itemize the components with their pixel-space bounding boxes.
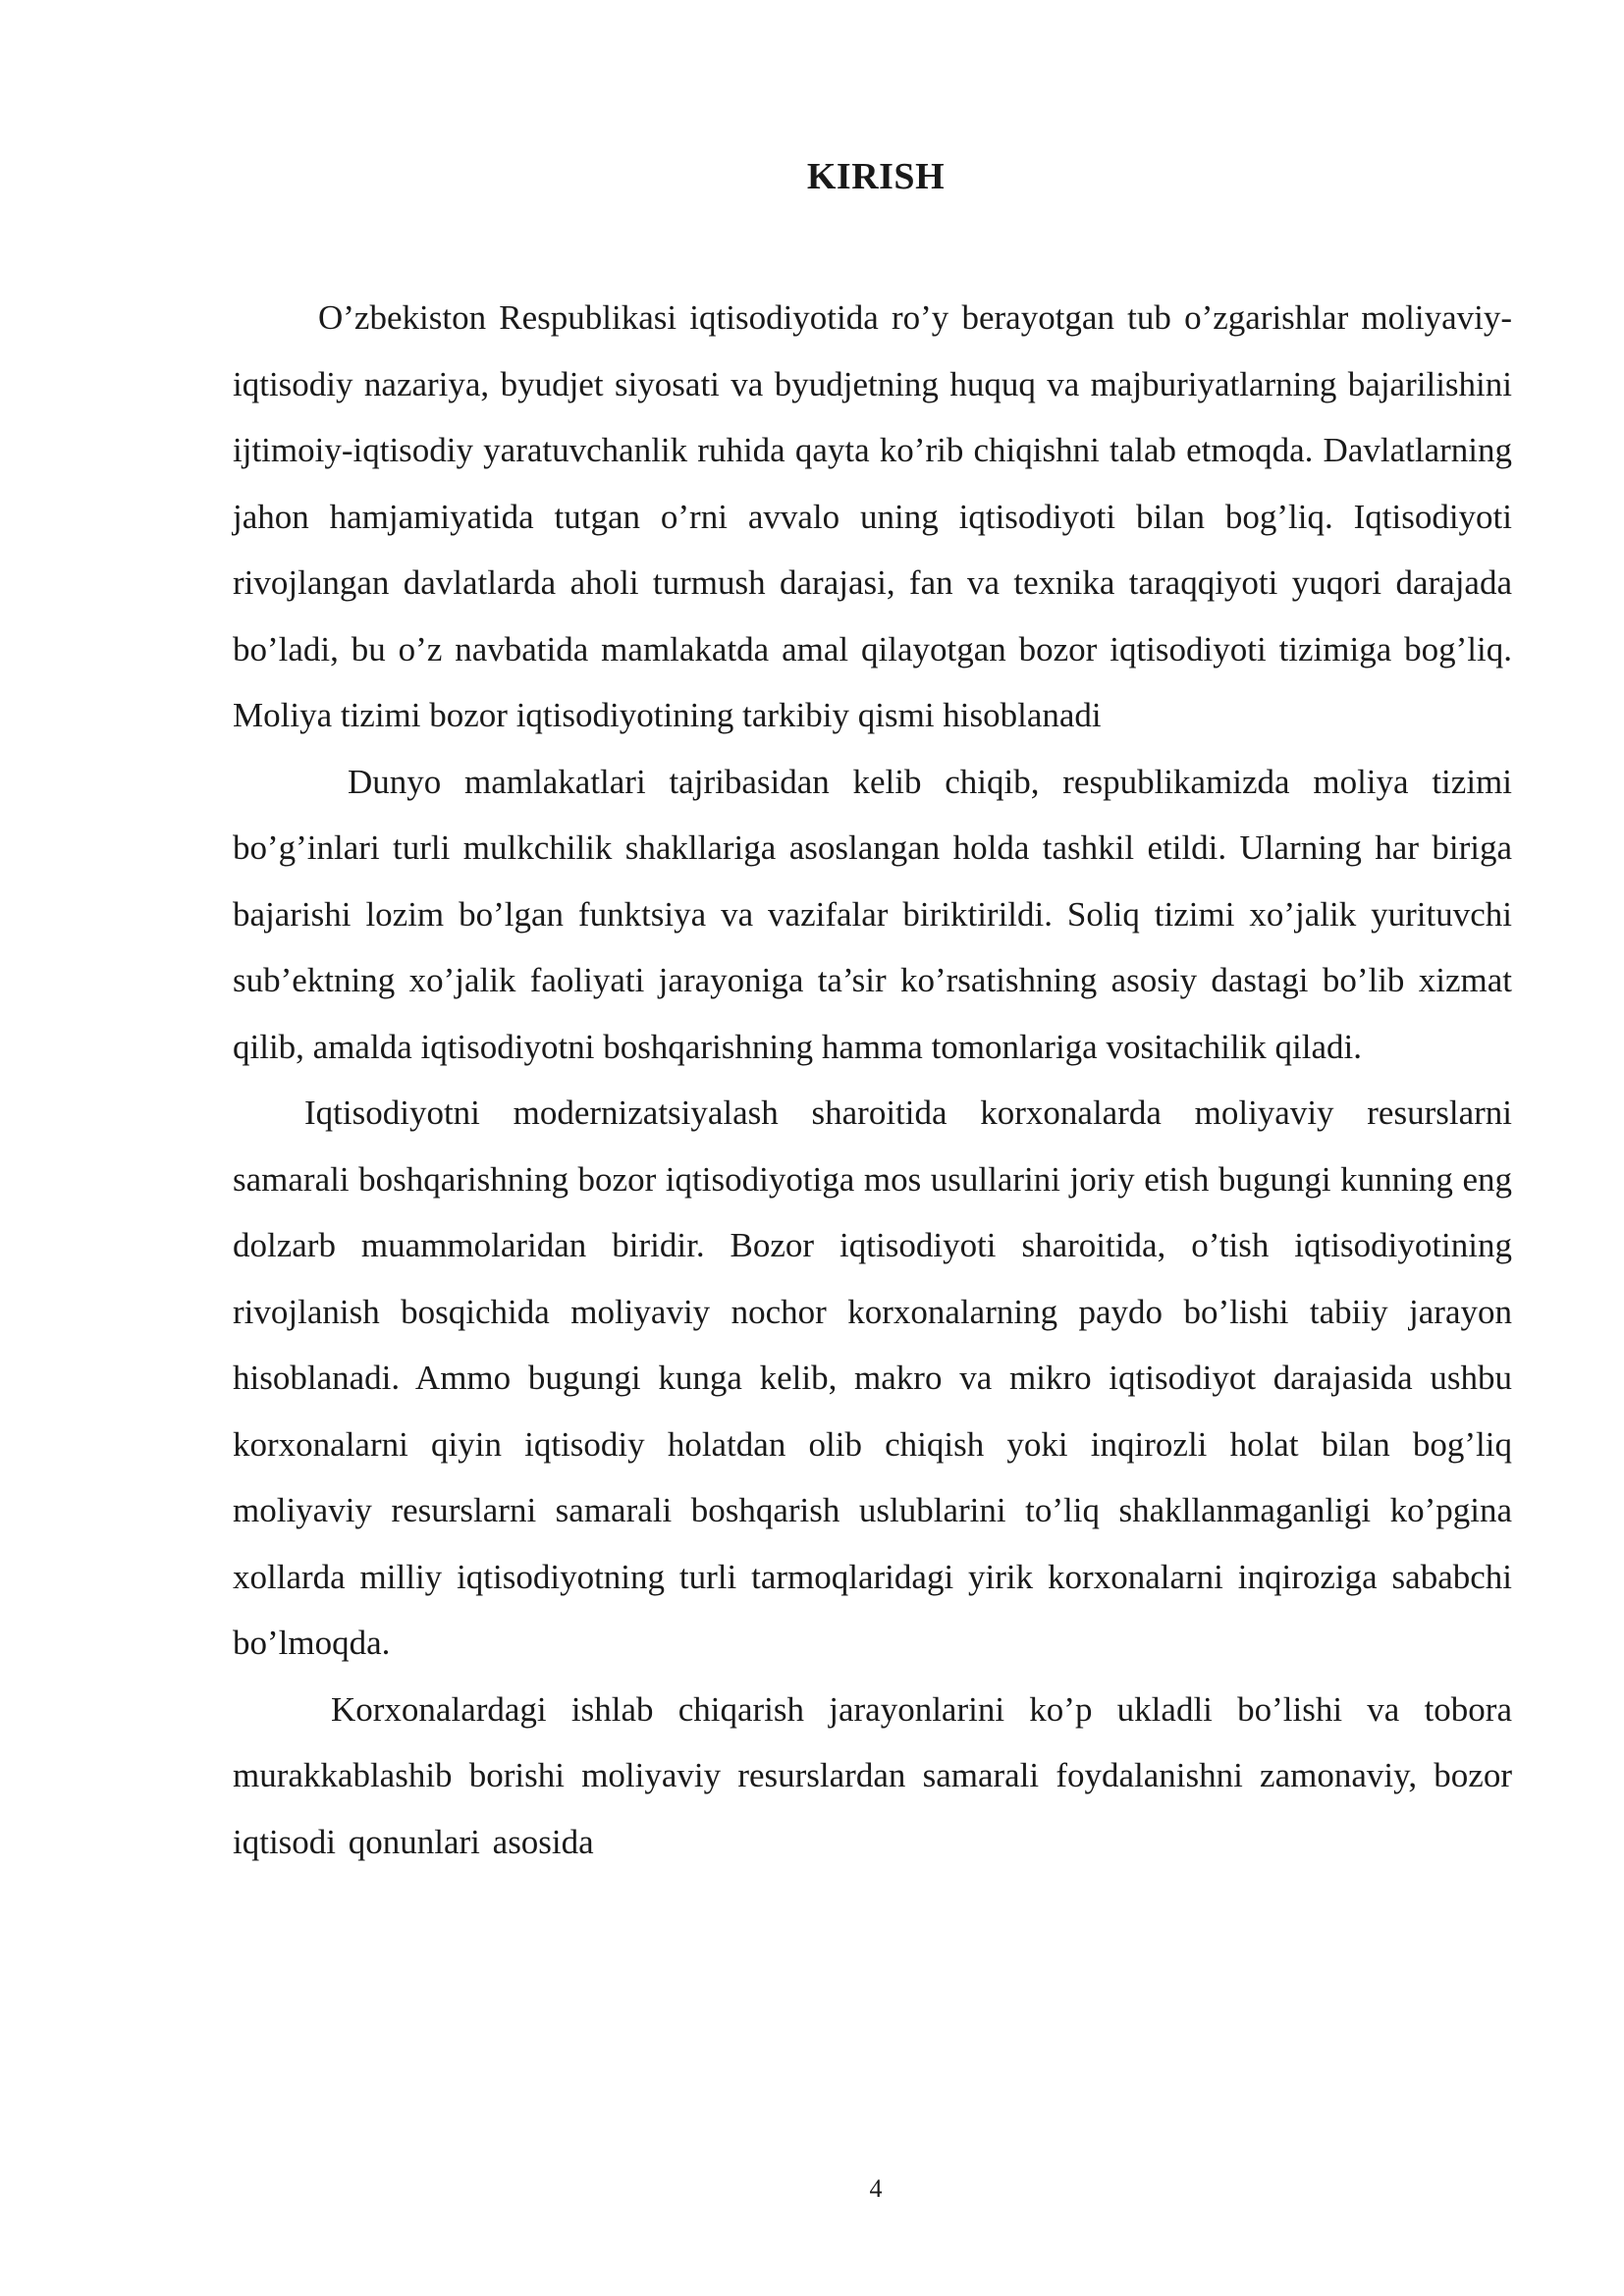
- paragraph-3: Iqtisodiyotni modernizatsiyalash sharoitida korxonalarda moliyaviy resurslarni samarali boshqarishning bozor iqtisodiyotiga mos usullarini joriy etish bugungi kunning eng dolzarb muammolaridan biridir. Bozor iqtisodiyoti sharoitida, o’tish iqtisodiyotining rivojlanish bosqichida moliyaviy nochor korxonalarning paydo bo’lishi tabiiy jarayon hisoblanadi. Ammo bugungi kunga kelib, makro va mikro iqtisodiyot darajasida ushbu korxonalarni qiyin iqtisodiy holatdan olib chiqish yoki inqirozli holat bilan bog’liq moliyaviy resurslarni samarali boshqarish uslublarini to’liq shakllanmaganligi ko’pgina xollarda milliy iqtisodiyotning turli tarmoqlaridagi yirik korxonalarni inqiroziga sababchi bo’lmoqda.: [233, 1094, 1512, 1662]
- page-number: 4: [869, 2174, 883, 2203]
- paragraph-1: O’zbekiston Respublikasi iqtisodiyotida ro’y berayotgan tub o’zgarishlar moliyaviy-iqtisodiy nazariya, byudjet siyosati va byudjetning huquq va majburiyatlarning bajarilishini ijtimoiy-iqtisodiy yaratuvchanlik ruhida qayta ko’rib chiqishni talab etmoqda. Davlatlarning jahon hamjamiyatida tutgan o’rni avvalo uning iqtisodiyoti bilan bog’liq. Iqtisodiyoti rivojlangan davlatlarda aholi turmush darajasi, fan va texnika taraqqiyoti yuqori darajada bo’ladi, bu o’z navbatida mamlakatda amal qilayotgan bozor iqtisodiyoti tizimiga bog’liq. Moliya tizimi bozor iqtisodiyotining tarkibiy qismi hisoblanadi: [233, 298, 1512, 734]
- paragraph-2: Dunyo mamlakatlari tajribasidan kelib chiqib, respublikamizda moliya tizimi bo’g’inlari turli mulkchilik shakllariga asoslangan holda tashkil etildi. Ularning har biriga bajarishi lozim bo’lgan funktsiya va vazifalar biriktirildi. Soliq tizimi xo’jalik yurituvchi sub’ektning xo’jalik faoliyati jarayoniga ta’sir ko’rsatishning asosiy dastagi bo’lib xizmat qilib, amalda iqtisodiyotni boshqarishning hamma tomonlariga vositachilik qiladi.: [233, 762, 1512, 1066]
- page-title: KIRISH: [806, 156, 946, 197]
- body-text: [233, 285, 1512, 1875]
- paragraph-4: Korxonalardagi ishlab chiqarish jarayonlarini ko’p ukladli bo’lishi va tobora murakkablashib borishi moliyaviy resurslardan samarali foydalanishni zamonaviy, bozor iqtisodi qonunlari asosida: [233, 1689, 1512, 1861]
